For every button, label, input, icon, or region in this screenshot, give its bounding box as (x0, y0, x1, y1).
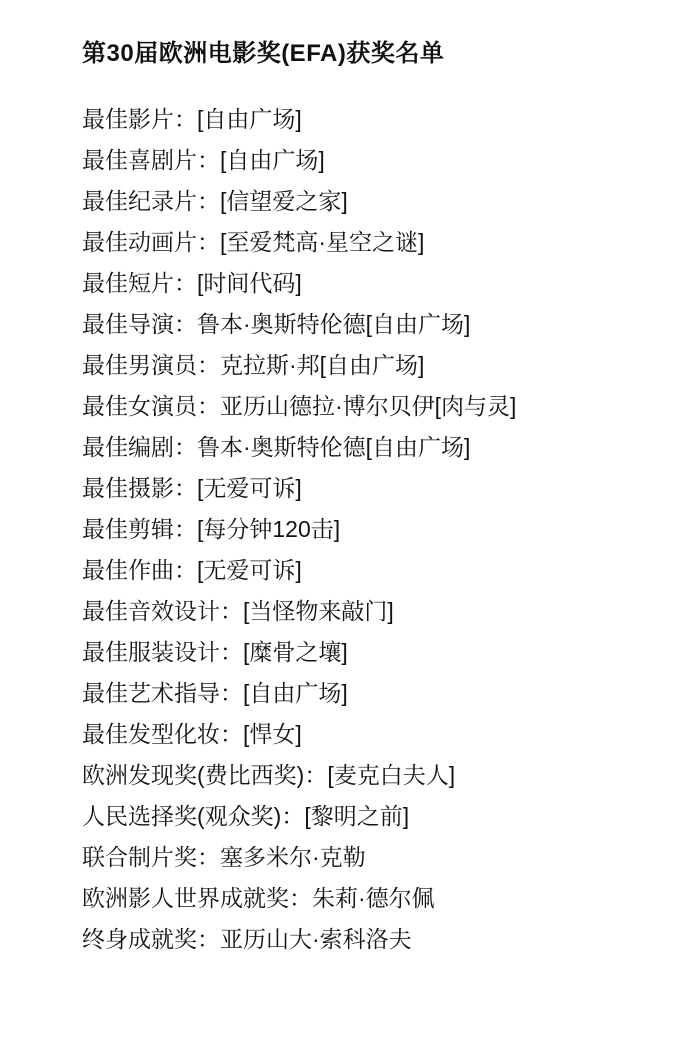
award-value: [无爱可诉] (197, 557, 302, 584)
award-value: [自由广场] (243, 680, 348, 707)
list-item (82, 99, 660, 140)
list-item (82, 345, 660, 386)
award-label: 最佳音效设计： (82, 598, 243, 625)
list-item (82, 919, 660, 960)
award-label: 终身成就奖： (82, 926, 220, 953)
award-value: [信望爱之家] (220, 188, 348, 215)
award-value: [无爱可诉] (197, 475, 302, 502)
award-label: 最佳喜剧片： (82, 147, 220, 174)
award-label: 欧洲发现奖(费比西奖)： (82, 762, 328, 789)
list-item (82, 796, 660, 837)
award-label: 最佳纪录片： (82, 188, 220, 215)
list-item (82, 304, 660, 345)
list-item (82, 140, 660, 181)
award-label: 欧洲影人世界成就奖： (82, 885, 312, 912)
award-label: 最佳男演员： (82, 352, 220, 379)
award-label: 最佳服装设计： (82, 639, 243, 666)
award-label: 最佳编剧： (82, 434, 197, 461)
award-label: 最佳剪辑： (82, 516, 197, 543)
award-label: 人民选择奖(观众奖)： (82, 803, 305, 830)
award-value: [每分钟120击] (197, 516, 341, 543)
list-item (82, 386, 660, 427)
award-value: [至爱梵高·星空之谜] (220, 229, 425, 256)
award-list (82, 99, 660, 960)
list-item (82, 837, 660, 878)
award-label: 最佳短片： (82, 270, 197, 297)
award-label: 最佳影片： (82, 106, 197, 133)
award-value: [自由广场] (220, 147, 325, 174)
award-label: 最佳摄影： (82, 475, 197, 502)
award-label: 最佳动画片： (82, 229, 220, 256)
list-item (82, 468, 660, 509)
list-item (82, 714, 660, 755)
list-item (82, 550, 660, 591)
list-item (82, 591, 660, 632)
list-item (82, 222, 660, 263)
award-value: 亚历山大·索科洛夫 (220, 926, 412, 953)
list-item (82, 181, 660, 222)
award-value: 克拉斯·邦[自由广场] (220, 352, 425, 379)
award-value: [自由广场] (197, 106, 302, 133)
page-title: 第30届欧洲电影奖(EFA)获奖名单 (82, 40, 445, 67)
award-value: [麦克白夫人] (327, 762, 456, 789)
award-value: [当怪物来敲门] (243, 598, 394, 625)
award-value: 亚历山德拉·博尔贝伊[肉与灵] (220, 393, 517, 420)
list-item (82, 263, 660, 304)
list-item (82, 427, 660, 468)
award-value: [时间代码] (197, 270, 302, 297)
list-item (82, 509, 660, 550)
award-value: 朱莉·德尔佩 (312, 885, 435, 912)
award-label: 最佳导演： (82, 311, 197, 338)
award-label: 最佳发型化妆： (82, 721, 243, 748)
award-value: 鲁本·奥斯特伦德[自由广场] (197, 434, 471, 461)
award-value: [悍女] (243, 721, 302, 748)
list-item (82, 632, 660, 673)
award-value: [糜骨之壤] (243, 639, 348, 666)
award-label: 最佳作曲： (82, 557, 197, 584)
award-value: 塞多米尔·克勒 (220, 844, 366, 871)
award-label: 最佳女演员： (82, 393, 220, 420)
award-label: 联合制片奖： (82, 844, 220, 871)
list-item (82, 673, 660, 714)
award-label: 最佳艺术指导： (82, 680, 243, 707)
list-item (82, 755, 660, 796)
award-value: 鲁本·奥斯特伦德[自由广场] (197, 311, 471, 338)
list-item (82, 878, 660, 919)
award-value: [黎明之前] (304, 803, 410, 830)
